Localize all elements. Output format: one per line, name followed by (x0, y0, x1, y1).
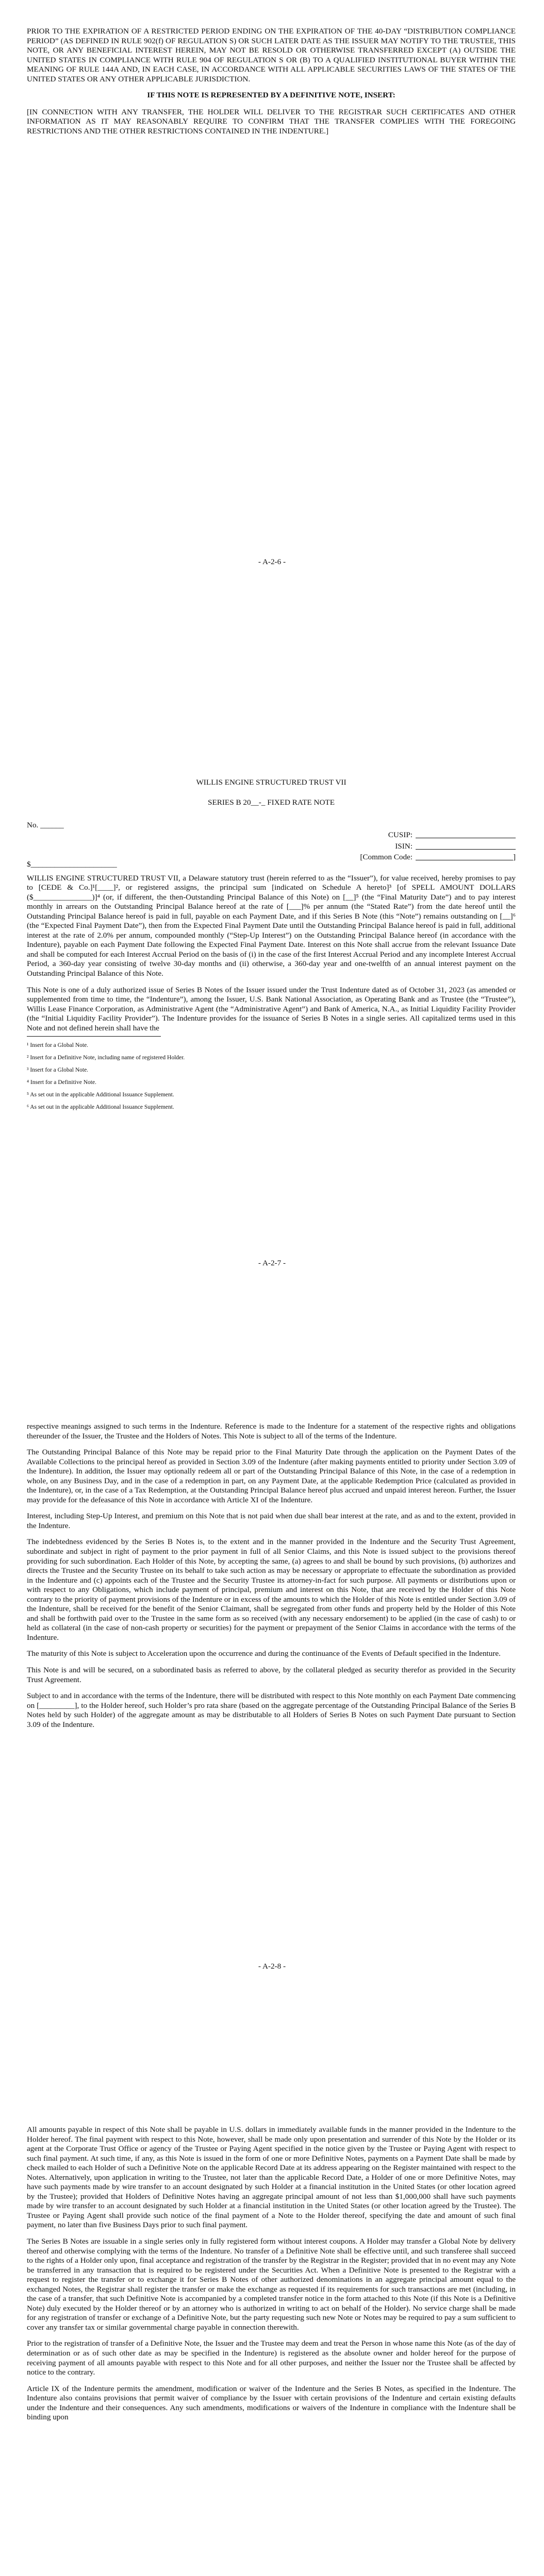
acceleration-paragraph: The maturity of this Note is subject to Acceleration upon the occurrence and during the continuance of the Events of Default specified in the Indenture. (27, 1649, 501, 1658)
common-code-bracket: ] (513, 853, 516, 862)
distribution-paragraph: Subject to and in accordance with the terms of the Indenture, there will be distributed with respect to this Note monthly on each Payment Date commencing on [_________], to the Holder hereof, such Holder’s pro rata share (based on the aggregate percentage of the Outstanding Principal Balance of the Series B Notes held by such Holder) of the aggregate amount as may be distributable to all Holders of Series B Notes on such Payment Date pursuant to Section 3.09 of the Indenture. (27, 1691, 516, 1729)
page-number: - A-2-8 - (258, 1962, 286, 1971)
promise-to-pay-paragraph: WILLIS ENGINE STRUCTURED TRUST VII, a Delaware statutory trust (herein referred to as the “Issuer”), for value received, hereby promises to pay to [CEDE & Co.]¹[____]², or registered assigns, the principal sum [indicated on Schedule A hereto]³ [of SPELL AMOUNT DOLLARS ($_______________)]⁴ (or, if different, the then-Outstanding Principal Balance of this Note) on [__]⁵ (the “Final Maturity Date”) and to pay interest monthly in arrears on the Outstanding Principal Balance hereof at the rate of [___]% per annum (the “Stated Rate”) from the date hereof until the Outstanding Principal Balance hereof is paid in full, payable on each Payment Date, and if this Series B Note (this “Note”) remains outstanding on [__]⁶ (the “Expected Final Payment Date”), then from the Expected Final Payment Date until the Outstanding Principal Balance hereof is paid in full, additional interest at the rate of 2.0% per annum, compounded monthly (“Step-Up Interest”) on the Outstanding Principal Balance hereof (in accordance with the Indenture), payable on each Payment Date following the Expected Final Payment Date. Interest on this Note shall accrue from the relevant Issuance Date and shall be computed for each Interest Accrual Period on the basis of (i) in the case of the first Interest Accrual Period and any incomplete Interest Accrual Period, a 360-day year consisting of twelve 30-day months and (ii) otherwise, a 360-day year and one-twelfth of an annual interest payment on the Outstanding Principal Balance of this Note. (27, 873, 516, 978)
isin-label: ISIN: (395, 841, 413, 851)
isin-value-line (416, 842, 516, 850)
definitive-note-heading: IF THIS NOTE IS REPRESENTED BY A DEFINITIVE NOTE, INSERT: (147, 91, 395, 100)
indenture-reference-paragraph: This Note is one of a duly authorized issue of Series B Notes of the Issuer issued under the Trust Indenture dated as of October 31, 2023 (as amended or supplemented from time to time, the “Indenture”), among the Issuer, U.S. Bank National Association, as Operating Bank and as Trustee (the “Trustee”), Willis Lease Finance Corporation, as Administrative Agent (the “Administrative Agent”) and Bank of America, N.A., as Initial Liquidity Facility Provider (the “Initial Liquidity Facility Provider”). The Indenture provides for the issuance of Series B Notes in a single series. All capitalized terms used in this Note and not defined herein shall have the (27, 985, 516, 1032)
principal-amount-line: $______________________ (27, 860, 117, 869)
overdue-interest-paragraph: Interest, including Step-Up Interest, and premium on this Note that is not paid when due shall bear interest at the rate, and as and to the extent, provided in the Indenture. (27, 1512, 516, 1530)
footnote-separator (27, 1036, 161, 1037)
footnote: ⁶ As set out in the applicable Additional Issuance Supplement. (27, 1104, 174, 1111)
cusip-label: CUSIP: (388, 831, 413, 839)
security-identifiers (356, 831, 516, 864)
transfer-restriction-paragraph: PRIOR TO THE EXPIRATION OF A RESTRICTED PERIOD ENDING ON THE EXPIRATION OF THE 40-DAY “DISTRIBUTION COMPLIANCE PERIOD” (AS DEFINED IN RULE 902(f) OF REGULATION S) OR SUCH LATER DATE AS THE ISSUER MAY NOTIFY TO THE TRUSTEE, THIS NOTE, OR ANY BENEFICIAL INTEREST HEREIN, MAY NOT BE RESOLD OR OTHERWISE TRANSFERRED EXCEPT (A) OUTSIDE THE UNITED STATES IN COMPLIANCE WITH RULE 904 OF REGULATION S OR (B) TO A QUALIFIED INSTITUTIONAL BUYER WITHIN THE MEANING OF RULE 144A AND, IN EACH CASE, IN ACCORDANCE WITH ALL APPLICABLE SECURITIES LAWS OF THE STATES OF THE UNITED STATES OR ANY OTHER APPLICABLE JURISDICTION. (27, 27, 516, 83)
indenture-terms-paragraph: respective meanings assigned to such terms in the Indenture. Reference is made to the Indenture for a statement of the respective rights and obligations thereunder of the Issuer, the Trustee and the Holders of Notes. This Note is subject to all of the terms of the Indenture. (27, 1422, 516, 1440)
page-number: - A-2-7 - (258, 1259, 286, 1267)
common-code-label: [Common Code: (360, 853, 413, 862)
page-number: - A-2-6 - (258, 557, 286, 566)
cusip-value-line (416, 831, 516, 838)
repayment-paragraph: The Outstanding Principal Balance of this Note may be repaid prior to the Final Maturity Date through the application on the Payment Dates of the Available Collections to the principal hereof as provided in Section 3.09 of the Indenture (after making payments entitled to priority under Section 3.09 of the Indenture). In addition, the Issuer may optionally redeem all or part of the Outstanding Principal Balance of this Note, in the case of a redemption in whole, on any Business Day, and in the case of a redemption in part, on any Payment Date, at the applicable Redemption Price (calculated as provided in the Indenture), or, in the case of a Tax Redemption, at the Outstanding Principal Balance hereof plus accrued and unpaid interest hereon. Further, the Issuer may provide for the defeasance of this Note in accordance with Article XI of the Indenture. (27, 1448, 516, 1504)
note-number: No. ______ (27, 821, 64, 830)
note-title: SERIES B 20__-_ FIXED RATE NOTE (208, 798, 335, 807)
trust-title: WILLIS ENGINE STRUCTURED TRUST VII (196, 778, 347, 787)
amendment-paragraph: Article IX of the Indenture permits the amendment, modification or waiver of the Indenture and the Series B Notes, as specified in the Indenture. The Indenture also contains provisions that permit waiver of compliance by the Issuer with certain provisions of the Indenture and certain existing defaults under the Indenture and their consequences. Any such amendments, modifications or waivers of the Indenture in compliance with the Indenture shall be binding upon (27, 2384, 516, 2422)
registration-transfer-paragraph: The Series B Notes are issuable in a single series only in fully registered form without interest coupons. A Holder may transfer a Global Note by delivery thereof and otherwise complying with the terms of the Indenture. No transfer of a Definitive Note shall be effective until, and such transferee shall succeed to the rights of a Holder only upon, final acceptance and registration of the transfer by the Registrar in the Register; provided that in no event may any Note be transferred in any transaction that is required to be registered under the Securities Act. When a Definitive Note is presented to the Registrar with a request to register the transfer or to exchange it for Series B Notes of other authorized denominations in an aggregate principal amount equal to the exchanged Notes, the Registrar shall register the transfer or make the exchange as requested if its requirements for such transactions are met (including, in the case of a transfer, that such Definitive Note is accompanied by a completed transfer notice in the form attached to this Note (if this Note is a Definitive Note) duly executed by the Holder thereof or by an attorney who is authorized in writing to act on behalf of the Holder). No service charge shall be made for any registration of transfer or exchange of a Definitive Note, but the party requesting such new Note or Notes may be required to pay a sum sufficient to cover any transfer tax or similar governmental charge payable in connection therewith. (27, 2237, 516, 2332)
definitive-note-paragraph: [IN CONNECTION WITH ANY TRANSFER, THE HOLDER WILL DELIVER TO THE REGISTRAR SUCH CERTIFICATES AND OTHER INFORMATION AS IT MAY REASONABLY REQUIRE TO CONFIRM THAT THE TRANSFER COMPLIES WITH THE FOREGOING RESTRICTIONS AND THE OTHER RESTRICTIONS CONTAINED IN THE INDENTURE.] (27, 107, 516, 135)
subordination-paragraph: The indebtedness evidenced by the Series B Notes is, to the extent and in the manner provided in the Indenture and the Security Trust Agreement, subordinate and subject in right of payment to the prior payment in full of all Senior Claims, and this Note is issued subject to the provisions thereof providing for such subordination. Each Holder of this Note, by accepting the same, (a) agrees to and shall be bound by such provisions, (b) authorizes and directs the Trustee and the Security Trustee on its behalf to take such action as may be necessary or appropriate to effectuate the subordination as provided in the Indenture and (c) appoints each of the Trustee and the Security Trustee its attorney-in-fact for such purpose. All payments or distributions upon or with respect to any Obligations, which include payment of principal, premium and interest on this Note, that are received by the Holder of this Note contrary to the priority of payment provisions of the Indenture or in excess of the amounts to which the Holder of this Note is entitled under Section 3.09 of the Indenture, shall be received for the benefit of the Senior Claimant, shall be segregated from other funds and property held by the Holder of this Note and shall be forthwith paid over to the Trustee in the same form as so received (with any necessary endorsement) to be applied (in the case of cash) to or held as collateral (in the case of non-cash property or securities) for the payment or prepayment of the Senior Claims in accordance with the terms of the Indenture. (27, 1537, 516, 1642)
common-code-value-line (416, 853, 513, 860)
security-paragraph: This Note is and will be secured, on a subordinated basis as referred to above, by the collateral pledged as security therefor as provided in the Security Trust Agreement. (27, 1666, 516, 1684)
footnote: ³ Insert for a Global Note. (27, 1067, 89, 1074)
payment-method-paragraph: All amounts payable in respect of this Note shall be payable in U.S. dollars in immediately available funds in the manner provided in the Indenture to the Holder hereof. The final payment with respect to this Note, however, shall be made only upon presentation and surrender of this Note by the Holder or its agent at the Corporate Trust Office or agency of the Trustee or Paying Agent specified in the notice given by the Trustee or Paying Agent with respect to such final payment. At such time, if any, as this Note is issued in the form of one or more Definitive Notes, payments on a Payment Date shall be made by check mailed to each Holder of such a Definitive Note on the applicable Record Date at its address appearing on the Register maintained with respect to the Notes. Alternatively, upon application in writing to the Trustee, not later than the applicable Record Date, a Holder of one or more Definitive Notes, may have such payments made by wire transfer to an account designated by such Holder at a financial institution in the United States (or other location agreed by the Trustee); provided that Holders of Definitive Notes having an aggregate principal amount of not less than $1,000,000 shall have such payments made by wire transfer to an account designated by such Holder at a financial institution in the United States (or other location agreed by the Trustee). The Trustee or Paying Agent shall provide such notice of the final payment of a Note to the Holder thereof, specifying the date and amount of such final payment, no later than five Business Days prior to such final payment. (27, 2125, 516, 2230)
ownership-paragraph: Prior to the registration of transfer of a Definitive Note, the Issuer and the Trustee may deem and treat the Person in whose name this Note (as of the day of determination or as of such other date as may be specified in the Indenture) is registered as the absolute owner and holder hereof for the purpose of receiving payment of all amounts payable with respect to this Note and for all other purposes, and neither the Issuer nor the Trustee shall be affected by notice to the contrary. (27, 2339, 516, 2377)
footnote: ¹ Insert for a Global Note. (27, 1042, 89, 1049)
footnote: ² Insert for a Definitive Note, including name of registered Holder. (27, 1055, 185, 1061)
footnote: ⁵ As set out in the applicable Additional Issuance Supplement. (27, 1092, 174, 1098)
footnote: ⁴ Insert for a Definitive Note. (27, 1079, 96, 1086)
